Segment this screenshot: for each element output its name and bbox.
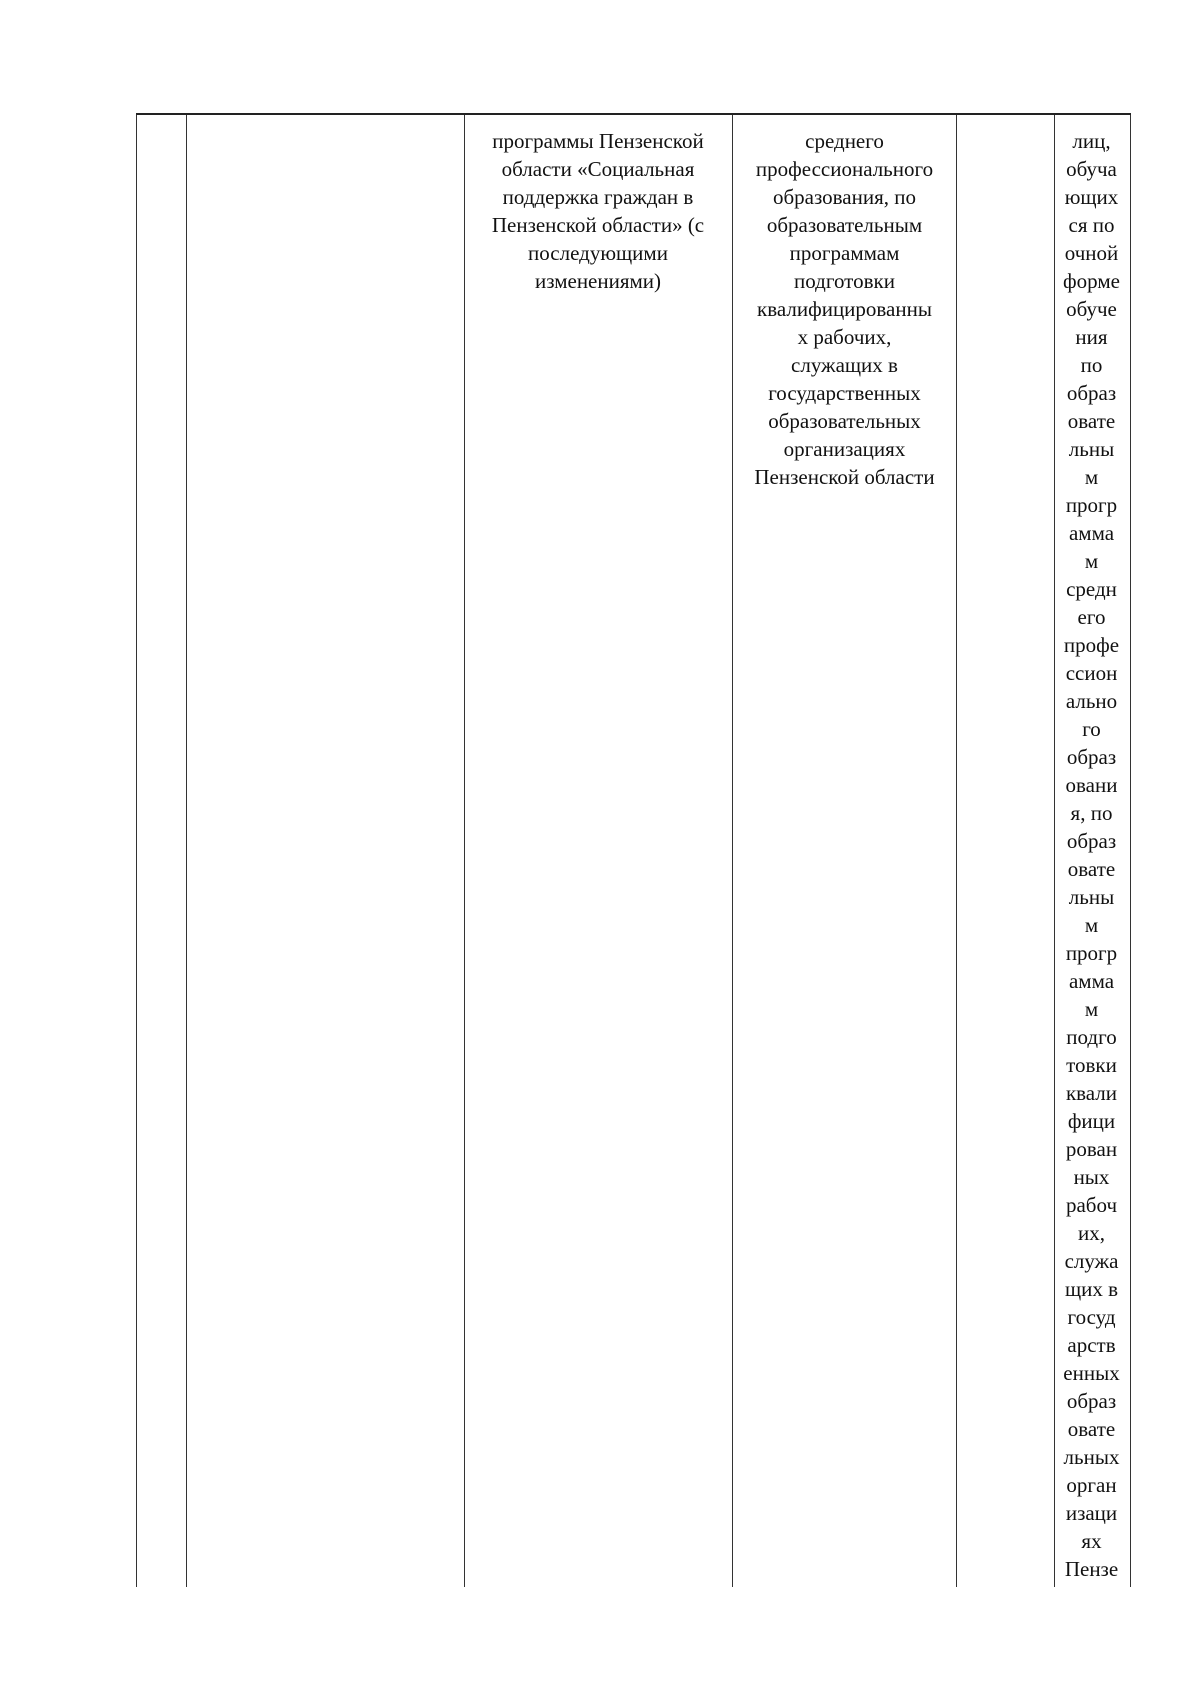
cell-program-name: программы Пензенской области «Социальная поддержка граждан в Пензенской области» (с последующими изменениями) <box>491 129 705 293</box>
column-border-4 <box>956 115 957 1587</box>
column-border-left <box>136 115 137 1587</box>
cell-education-description: среднего профессионального образования, по образовательным программам подготовки квалифицированны х рабочих, служащих в государственных образовательных организациях Пензенской области <box>754 129 935 489</box>
cell-recipients-description: лиц, обуча ющих ся по очной форме обуче ния по образ овате льны м прогр амма м средн его профе ссион ально го образ овани я, по образ овате льны м прогр амма м подго товки квали фици рован ных рабоч их, служа щих в госуд арств енных образ овате льных орган изаци ях Пензе <box>1063 129 1120 1581</box>
column-border-2 <box>464 115 465 1587</box>
table-continuation <box>136 113 1131 1587</box>
column-border-1 <box>186 115 187 1587</box>
column-border-right <box>1130 115 1131 1587</box>
